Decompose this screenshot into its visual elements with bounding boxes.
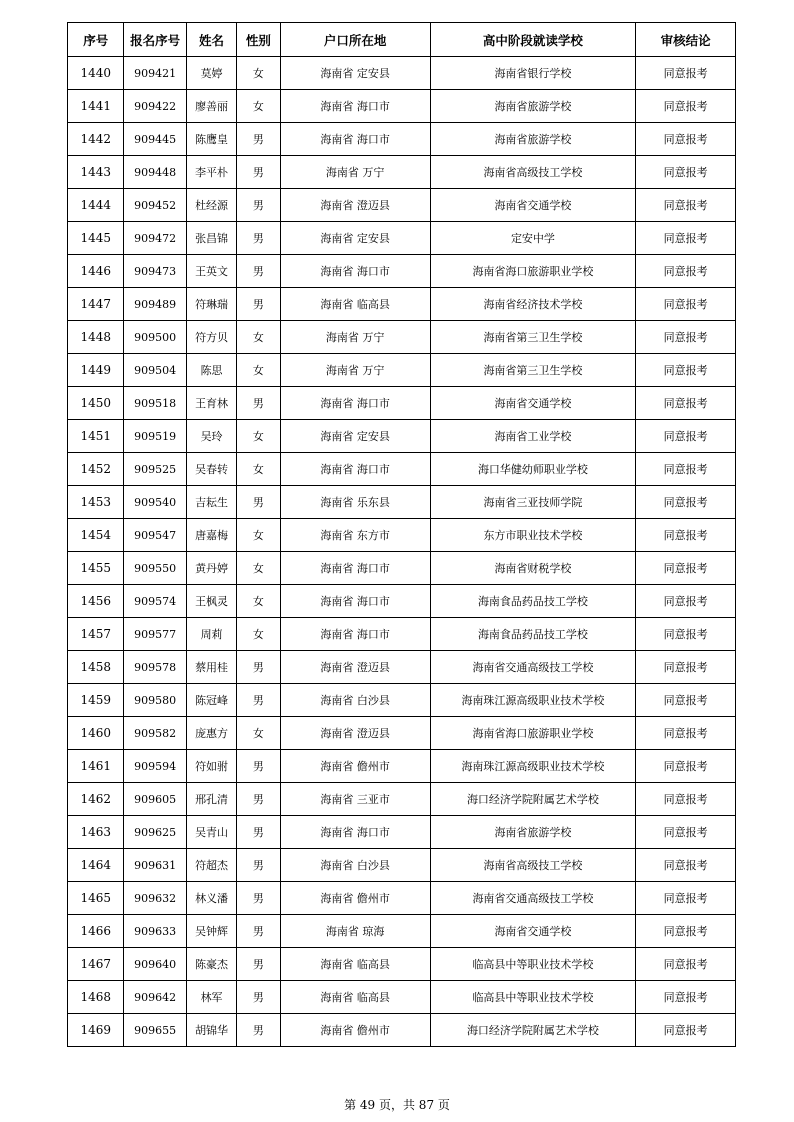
cell-registration-no: 909642	[124, 981, 186, 1014]
cell-seq: 1456	[68, 585, 124, 618]
cell-seq: 1443	[68, 156, 124, 189]
cell-high-school: 海南省银行学校	[430, 57, 636, 90]
cell-registration-no: 909519	[124, 420, 186, 453]
cell-review-result: 同意报考	[636, 783, 736, 816]
cell-name: 陈鹰皇	[186, 123, 236, 156]
cell-review-result: 同意报考	[636, 618, 736, 651]
cell-name: 廖善丽	[186, 90, 236, 123]
cell-name: 王枫灵	[186, 585, 236, 618]
cell-gender: 男	[237, 123, 280, 156]
cell-high-school: 海南省工业学校	[430, 420, 636, 453]
table-row	[68, 684, 736, 717]
cell-name: 李平朴	[186, 156, 236, 189]
cell-review-result: 同意报考	[636, 486, 736, 519]
cell-name: 陈思	[186, 354, 236, 387]
cell-seq: 1442	[68, 123, 124, 156]
cell-review-result: 同意报考	[636, 816, 736, 849]
cell-gender: 男	[237, 816, 280, 849]
page-number: 第 49 页，共 87 页	[344, 1098, 450, 1112]
table-row	[68, 849, 736, 882]
header-household-location: 户口所在地	[280, 23, 430, 57]
table-row	[68, 783, 736, 816]
table-row	[68, 288, 736, 321]
cell-name: 唐嘉梅	[186, 519, 236, 552]
cell-household-location: 海南省 万宁	[280, 156, 430, 189]
header-gender: 性别	[237, 23, 280, 57]
cell-high-school: 临高县中等职业技术学校	[430, 981, 636, 1014]
table-row	[68, 651, 736, 684]
header-high-school: 高中阶段就读学校	[430, 23, 636, 57]
table-row	[68, 123, 736, 156]
cell-household-location: 海南省 儋州市	[280, 750, 430, 783]
cell-household-location: 海南省 定安县	[280, 222, 430, 255]
header-seq: 序号	[68, 23, 124, 57]
cell-household-location: 海南省 临高县	[280, 948, 430, 981]
cell-review-result: 同意报考	[636, 882, 736, 915]
cell-review-result: 同意报考	[636, 255, 736, 288]
cell-registration-no: 909472	[124, 222, 186, 255]
cell-high-school: 海南省交通高级技工学校	[430, 882, 636, 915]
cell-review-result: 同意报考	[636, 981, 736, 1014]
cell-review-result: 同意报考	[636, 90, 736, 123]
table-row	[68, 222, 736, 255]
cell-seq: 1458	[68, 651, 124, 684]
cell-household-location: 海南省 三亚市	[280, 783, 430, 816]
cell-household-location: 海南省 白沙县	[280, 849, 430, 882]
cell-seq: 1445	[68, 222, 124, 255]
cell-review-result: 同意报考	[636, 453, 736, 486]
cell-seq: 1463	[68, 816, 124, 849]
cell-registration-no: 909577	[124, 618, 186, 651]
cell-registration-no: 909540	[124, 486, 186, 519]
cell-household-location: 海南省 海口市	[280, 816, 430, 849]
cell-registration-no: 909605	[124, 783, 186, 816]
cell-seq: 1447	[68, 288, 124, 321]
cell-gender: 女	[237, 321, 280, 354]
cell-household-location: 海南省 澄迈县	[280, 189, 430, 222]
cell-review-result: 同意报考	[636, 387, 736, 420]
cell-name: 王英文	[186, 255, 236, 288]
cell-name: 吴钟辉	[186, 915, 236, 948]
cell-registration-no: 909445	[124, 123, 186, 156]
cell-gender: 男	[237, 1014, 280, 1047]
cell-registration-no: 909421	[124, 57, 186, 90]
cell-seq: 1444	[68, 189, 124, 222]
cell-high-school: 海南省交通学校	[430, 915, 636, 948]
cell-gender: 男	[237, 948, 280, 981]
cell-high-school: 临高县中等职业技术学校	[430, 948, 636, 981]
cell-high-school: 海南食品药品技工学校	[430, 585, 636, 618]
cell-high-school: 海南省海口旅游职业学校	[430, 717, 636, 750]
cell-name: 陈冠峰	[186, 684, 236, 717]
cell-gender: 男	[237, 684, 280, 717]
cell-registration-no: 909578	[124, 651, 186, 684]
cell-name: 蔡用桂	[186, 651, 236, 684]
cell-name: 杜经源	[186, 189, 236, 222]
cell-name: 邢孔清	[186, 783, 236, 816]
cell-high-school: 海南珠江源高级职业技术学校	[430, 750, 636, 783]
cell-high-school: 海南省三亚技师学院	[430, 486, 636, 519]
table-row	[68, 90, 736, 123]
table-row	[68, 816, 736, 849]
table-row	[68, 1014, 736, 1047]
cell-registration-no: 909580	[124, 684, 186, 717]
cell-registration-no: 909633	[124, 915, 186, 948]
cell-seq: 1464	[68, 849, 124, 882]
table-row	[68, 750, 736, 783]
table-row	[68, 57, 736, 90]
cell-gender: 女	[237, 618, 280, 651]
cell-gender: 男	[237, 222, 280, 255]
cell-gender: 男	[237, 783, 280, 816]
header-review-result: 审核结论	[636, 23, 736, 57]
cell-registration-no: 909489	[124, 288, 186, 321]
cell-seq: 1460	[68, 717, 124, 750]
cell-gender: 男	[237, 750, 280, 783]
table-row	[68, 486, 736, 519]
cell-gender: 男	[237, 387, 280, 420]
cell-registration-no: 909582	[124, 717, 186, 750]
cell-review-result: 同意报考	[636, 750, 736, 783]
cell-household-location: 海南省 海口市	[280, 387, 430, 420]
cell-seq: 1459	[68, 684, 124, 717]
cell-registration-no: 909547	[124, 519, 186, 552]
cell-household-location: 海南省 儋州市	[280, 882, 430, 915]
cell-seq: 1441	[68, 90, 124, 123]
cell-review-result: 同意报考	[636, 57, 736, 90]
cell-high-school: 海南省高级技工学校	[430, 156, 636, 189]
cell-registration-no: 909422	[124, 90, 186, 123]
cell-review-result: 同意报考	[636, 1014, 736, 1047]
cell-registration-no: 909473	[124, 255, 186, 288]
cell-gender: 女	[237, 453, 280, 486]
table-row	[68, 189, 736, 222]
cell-high-school: 海南省经济技术学校	[430, 288, 636, 321]
cell-household-location: 海南省 海口市	[280, 585, 430, 618]
cell-high-school: 海南省第三卫生学校	[430, 354, 636, 387]
cell-name: 符超杰	[186, 849, 236, 882]
cell-name: 吉耘生	[186, 486, 236, 519]
cell-household-location: 海南省 万宁	[280, 354, 430, 387]
cell-registration-no: 909550	[124, 552, 186, 585]
cell-high-school: 海南省财税学校	[430, 552, 636, 585]
cell-household-location: 海南省 澄迈县	[280, 717, 430, 750]
cell-seq: 1454	[68, 519, 124, 552]
cell-name: 莫婷	[186, 57, 236, 90]
cell-registration-no: 909574	[124, 585, 186, 618]
table-row	[68, 552, 736, 585]
cell-registration-no: 909504	[124, 354, 186, 387]
cell-high-school: 海南省交通高级技工学校	[430, 651, 636, 684]
cell-review-result: 同意报考	[636, 585, 736, 618]
cell-registration-no: 909640	[124, 948, 186, 981]
table-row	[68, 387, 736, 420]
cell-household-location: 海南省 东方市	[280, 519, 430, 552]
cell-review-result: 同意报考	[636, 420, 736, 453]
cell-high-school: 海南食品药品技工学校	[430, 618, 636, 651]
cell-seq: 1450	[68, 387, 124, 420]
cell-review-result: 同意报考	[636, 288, 736, 321]
cell-seq: 1466	[68, 915, 124, 948]
cell-name: 黄丹婷	[186, 552, 236, 585]
cell-gender: 男	[237, 486, 280, 519]
cell-review-result: 同意报考	[636, 123, 736, 156]
cell-high-school: 海南省旅游学校	[430, 90, 636, 123]
cell-seq: 1446	[68, 255, 124, 288]
cell-high-school: 海南省旅游学校	[430, 123, 636, 156]
cell-name: 吴玲	[186, 420, 236, 453]
cell-review-result: 同意报考	[636, 948, 736, 981]
cell-name: 林军	[186, 981, 236, 1014]
cell-high-school: 海口经济学院附属艺术学校	[430, 1014, 636, 1047]
cell-household-location: 海南省 万宁	[280, 321, 430, 354]
cell-household-location: 海南省 临高县	[280, 288, 430, 321]
cell-seq: 1467	[68, 948, 124, 981]
cell-name: 胡锦华	[186, 1014, 236, 1047]
cell-gender: 女	[237, 552, 280, 585]
cell-seq: 1457	[68, 618, 124, 651]
cell-high-school: 海南省交通学校	[430, 387, 636, 420]
cell-high-school: 海南省第三卫生学校	[430, 321, 636, 354]
cell-registration-no: 909625	[124, 816, 186, 849]
cell-review-result: 同意报考	[636, 189, 736, 222]
cell-name: 林义潘	[186, 882, 236, 915]
cell-household-location: 海南省 海口市	[280, 618, 430, 651]
cell-gender: 男	[237, 915, 280, 948]
cell-name: 王育林	[186, 387, 236, 420]
cell-high-school: 海口经济学院附属艺术学校	[430, 783, 636, 816]
cell-household-location: 海南省 儋州市	[280, 1014, 430, 1047]
cell-household-location: 海南省 白沙县	[280, 684, 430, 717]
cell-gender: 男	[237, 189, 280, 222]
cell-household-location: 海南省 定安县	[280, 57, 430, 90]
cell-review-result: 同意报考	[636, 915, 736, 948]
cell-review-result: 同意报考	[636, 684, 736, 717]
cell-seq: 1465	[68, 882, 124, 915]
cell-household-location: 海南省 海口市	[280, 255, 430, 288]
cell-gender: 男	[237, 981, 280, 1014]
cell-household-location: 海南省 海口市	[280, 552, 430, 585]
cell-gender: 女	[237, 354, 280, 387]
cell-review-result: 同意报考	[636, 651, 736, 684]
cell-household-location: 海南省 海口市	[280, 453, 430, 486]
cell-seq: 1462	[68, 783, 124, 816]
table-row	[68, 948, 736, 981]
table-row	[68, 453, 736, 486]
cell-household-location: 海南省 乐东县	[280, 486, 430, 519]
cell-seq: 1451	[68, 420, 124, 453]
table-row	[68, 255, 736, 288]
cell-seq: 1448	[68, 321, 124, 354]
cell-review-result: 同意报考	[636, 519, 736, 552]
cell-registration-no: 909448	[124, 156, 186, 189]
cell-gender: 男	[237, 882, 280, 915]
cell-seq: 1452	[68, 453, 124, 486]
cell-high-school: 海南省海口旅游职业学校	[430, 255, 636, 288]
cell-review-result: 同意报考	[636, 354, 736, 387]
cell-high-school: 东方市职业技术学校	[430, 519, 636, 552]
cell-gender: 男	[237, 288, 280, 321]
table-row	[68, 882, 736, 915]
cell-household-location: 海南省 临高县	[280, 981, 430, 1014]
cell-household-location: 海南省 澄迈县	[280, 651, 430, 684]
cell-name: 陈豪杰	[186, 948, 236, 981]
cell-household-location: 海南省 定安县	[280, 420, 430, 453]
cell-registration-no: 909452	[124, 189, 186, 222]
cell-high-school: 定安中学	[430, 222, 636, 255]
cell-registration-no: 909632	[124, 882, 186, 915]
table-row	[68, 915, 736, 948]
cell-gender: 男	[237, 651, 280, 684]
cell-seq: 1440	[68, 57, 124, 90]
cell-household-location: 海南省 琼海	[280, 915, 430, 948]
cell-registration-no: 909631	[124, 849, 186, 882]
cell-name: 庞惠方	[186, 717, 236, 750]
cell-high-school: 海南珠江源高级职业技术学校	[430, 684, 636, 717]
cell-review-result: 同意报考	[636, 222, 736, 255]
cell-name: 吴青山	[186, 816, 236, 849]
cell-seq: 1455	[68, 552, 124, 585]
applicant-review-table	[67, 22, 736, 1047]
table-row	[68, 717, 736, 750]
cell-gender: 男	[237, 849, 280, 882]
cell-registration-no: 909500	[124, 321, 186, 354]
cell-review-result: 同意报考	[636, 156, 736, 189]
cell-name: 周莉	[186, 618, 236, 651]
table-row	[68, 354, 736, 387]
header-registration-no: 报名序号	[124, 23, 186, 57]
cell-seq: 1461	[68, 750, 124, 783]
cell-gender: 女	[237, 420, 280, 453]
cell-name: 符如驸	[186, 750, 236, 783]
cell-gender: 男	[237, 156, 280, 189]
cell-review-result: 同意报考	[636, 717, 736, 750]
cell-name: 符方贝	[186, 321, 236, 354]
table-row	[68, 585, 736, 618]
cell-gender: 男	[237, 255, 280, 288]
cell-gender: 女	[237, 57, 280, 90]
cell-high-school: 海口华健幼师职业学校	[430, 453, 636, 486]
table-row	[68, 981, 736, 1014]
cell-registration-no: 909518	[124, 387, 186, 420]
cell-gender: 女	[237, 519, 280, 552]
cell-review-result: 同意报考	[636, 321, 736, 354]
table-row	[68, 156, 736, 189]
table-header-row	[68, 23, 736, 57]
cell-high-school: 海南省旅游学校	[430, 816, 636, 849]
table-row	[68, 321, 736, 354]
cell-registration-no: 909594	[124, 750, 186, 783]
cell-gender: 女	[237, 90, 280, 123]
header-name: 姓名	[186, 23, 236, 57]
cell-gender: 女	[237, 717, 280, 750]
cell-registration-no: 909655	[124, 1014, 186, 1047]
table-body	[68, 57, 736, 1047]
table-row	[68, 519, 736, 552]
cell-name: 吴春转	[186, 453, 236, 486]
cell-seq: 1468	[68, 981, 124, 1014]
cell-seq: 1449	[68, 354, 124, 387]
cell-household-location: 海南省 海口市	[280, 123, 430, 156]
cell-registration-no: 909525	[124, 453, 186, 486]
cell-gender: 女	[237, 585, 280, 618]
cell-review-result: 同意报考	[636, 849, 736, 882]
cell-high-school: 海南省高级技工学校	[430, 849, 636, 882]
cell-household-location: 海南省 海口市	[280, 90, 430, 123]
cell-high-school: 海南省交通学校	[430, 189, 636, 222]
cell-name: 张昌锦	[186, 222, 236, 255]
cell-name: 符琳瑞	[186, 288, 236, 321]
cell-review-result: 同意报考	[636, 552, 736, 585]
table-row	[68, 618, 736, 651]
cell-seq: 1469	[68, 1014, 124, 1047]
table-row	[68, 420, 736, 453]
cell-seq: 1453	[68, 486, 124, 519]
